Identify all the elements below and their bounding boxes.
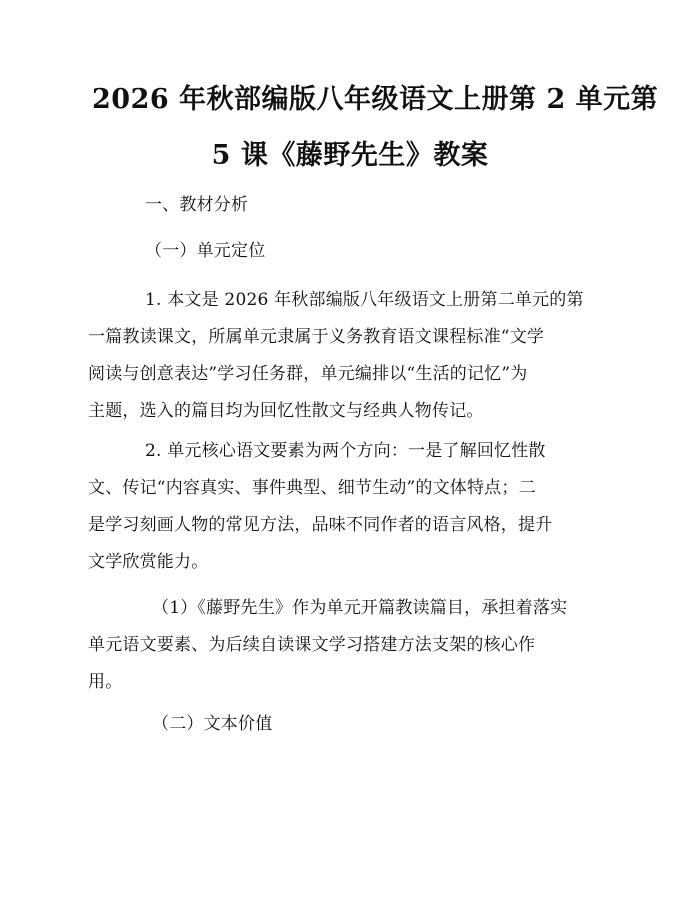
paragraph-unit-position-1 xyxy=(88,282,608,430)
paragraph-line: 是学习刻画人物的常见方法，品味不同作者的语言风格，提升 xyxy=(88,515,553,535)
paragraph-line: 单元语文要素、为后续自读课文学习搭建方法支架的核心作 xyxy=(88,635,536,655)
document-title-line-1: 2026 年秋部编版八年级语文上册第 2 单元第 xyxy=(92,84,659,115)
paragraph-unit-position-2 xyxy=(88,433,608,581)
paragraph-line: 1. 本文是 2026 年秋部编版八年级语文上册第二单元的第 xyxy=(145,290,584,310)
section-heading-textbook-analysis xyxy=(88,187,608,224)
document-title-line-2: 5 课《藤野先生》教案 xyxy=(211,140,489,171)
subsection-heading-text-value xyxy=(88,706,608,743)
paragraph-line: 用。 xyxy=(88,672,123,692)
paragraph-line: 文、传记“内容真实、事件典型、细节生动”的文体特点；二 xyxy=(88,478,536,498)
subsection-heading-text: （一）单元定位 xyxy=(145,241,266,261)
paragraph-line: （1）《藤野先生》作为单元开篇教读篇目，承担着落实 xyxy=(152,598,568,618)
subsection-heading-unit-position xyxy=(88,233,608,270)
paragraph-line: 一篇教读课文，所属单元隶属于义务教育语文课程标准“文学 xyxy=(88,327,545,347)
paragraph-line: 阅读与创意表达”学习任务群，单元编排以“生活的记忆”为 xyxy=(88,364,528,384)
subsection-heading-text: （二）文本价值 xyxy=(152,714,273,734)
paragraph-line: 文学欣赏能力。 xyxy=(88,552,209,572)
section-heading-text: 一、教材分析 xyxy=(145,195,249,215)
paragraph-line: 主题，选入的篇目均为回忆性散文与经典人物传记。 xyxy=(88,401,484,421)
paragraph-line: 2. 单元核心语文要素为两个方向：一是了解回忆性散 xyxy=(145,441,546,461)
paragraph-unit-position-3 xyxy=(88,590,608,701)
